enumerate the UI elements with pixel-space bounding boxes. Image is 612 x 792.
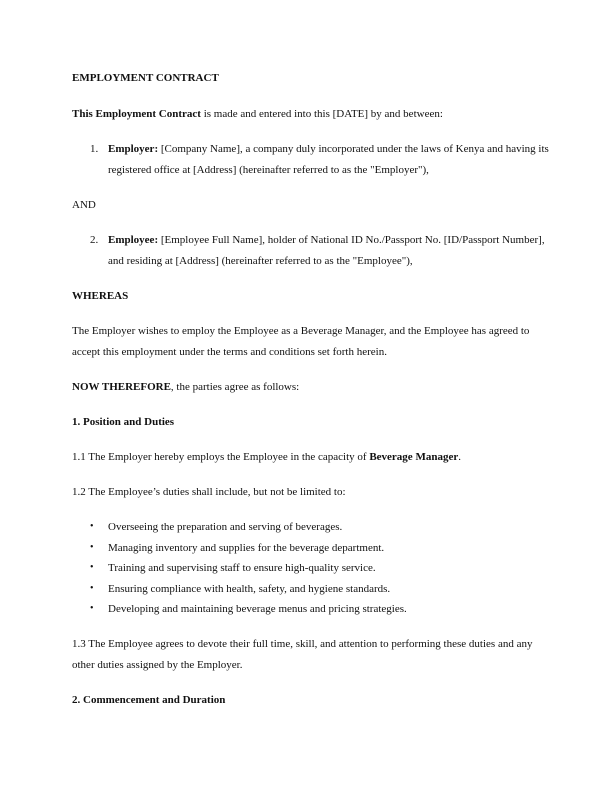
- party-employer: [72, 139, 552, 181]
- bullet-icon: •: [90, 603, 94, 614]
- document-title: EMPLOYMENT CONTRACT: [72, 72, 219, 84]
- duty-text: Training and supervising staff to ensure high-quality service.: [108, 562, 376, 574]
- clause-1-2: 1.2 The Employee’s duties shall include, but not be limited to:: [72, 486, 346, 498]
- list-number: 2.: [90, 234, 99, 246]
- clause-1-3: 1.3 The Employee agrees to devote their full time, skill, and attention to performing these duties and any other duties assigned by the Employer.: [72, 637, 533, 671]
- clause-1-1-post: .: [458, 451, 461, 463]
- and-text: AND: [72, 199, 96, 211]
- duty-text: Overseeing the preparation and serving of beverages.: [108, 521, 343, 533]
- duty-text: Developing and maintaining beverage menus and pricing strategies.: [108, 603, 407, 615]
- duty-text: Managing inventory and supplies for the beverage department.: [108, 541, 385, 554]
- list-number: 1.: [90, 143, 99, 155]
- bullet-icon: •: [90, 521, 94, 532]
- party-label: Employer:: [108, 143, 159, 155]
- duty-text: Ensuring compliance with health, safety, and hygiene standards.: [108, 582, 391, 595]
- parties-list-1: [72, 139, 552, 181]
- clause-1-1-pre: 1.1 The Employer hereby employs the Employee in the capacity of: [72, 451, 370, 463]
- whereas-heading: WHEREAS: [72, 290, 129, 302]
- intro-paragraph: [72, 104, 552, 125]
- document-page: [72, 68, 552, 725]
- now-therefore-text: , the parties agree as follows:: [170, 381, 300, 393]
- parties-list-2: [72, 230, 552, 272]
- duties-list: [72, 517, 552, 620]
- section-2-heading: 2. Commencement and Duration: [72, 693, 226, 706]
- list-item: [72, 558, 552, 579]
- list-item: [72, 579, 552, 600]
- list-item: [72, 599, 552, 620]
- intro-bold: This Employment Contract: [72, 108, 201, 120]
- party-text: [Company Name], a company duly incorporated under the laws of Kenya and having its registered office at [Address] (hereinafter referred to as the "Employer"),: [108, 143, 549, 176]
- clause-1-1: [72, 447, 552, 468]
- bullet-icon: •: [90, 582, 94, 594]
- intro-text: is made and entered into this [DATE] by and between:: [200, 108, 443, 120]
- list-item: [72, 517, 552, 538]
- list-item: [72, 538, 552, 559]
- clause-1-1-bold: Beverage Manager: [369, 451, 459, 463]
- bullet-icon: •: [90, 541, 94, 553]
- party-employee: [72, 230, 552, 272]
- now-therefore-paragraph: [72, 377, 552, 398]
- party-label: Employee:: [108, 234, 159, 246]
- now-therefore-bold: NOW THEREFORE: [72, 381, 171, 393]
- whereas-paragraph: The Employer wishes to employ the Employee as a Beverage Manager, and the Employee has agreed to accept this employment under the terms and conditions set forth herein.: [72, 325, 530, 358]
- party-text: [Employee Full Name], holder of National ID No./Passport No. [ID/Passport Number], and residing at [Address] (hereinafter referred to as the "Employee"),: [108, 234, 545, 267]
- bullet-icon: •: [90, 562, 94, 573]
- section-1-heading: 1. Position and Duties: [72, 416, 175, 428]
